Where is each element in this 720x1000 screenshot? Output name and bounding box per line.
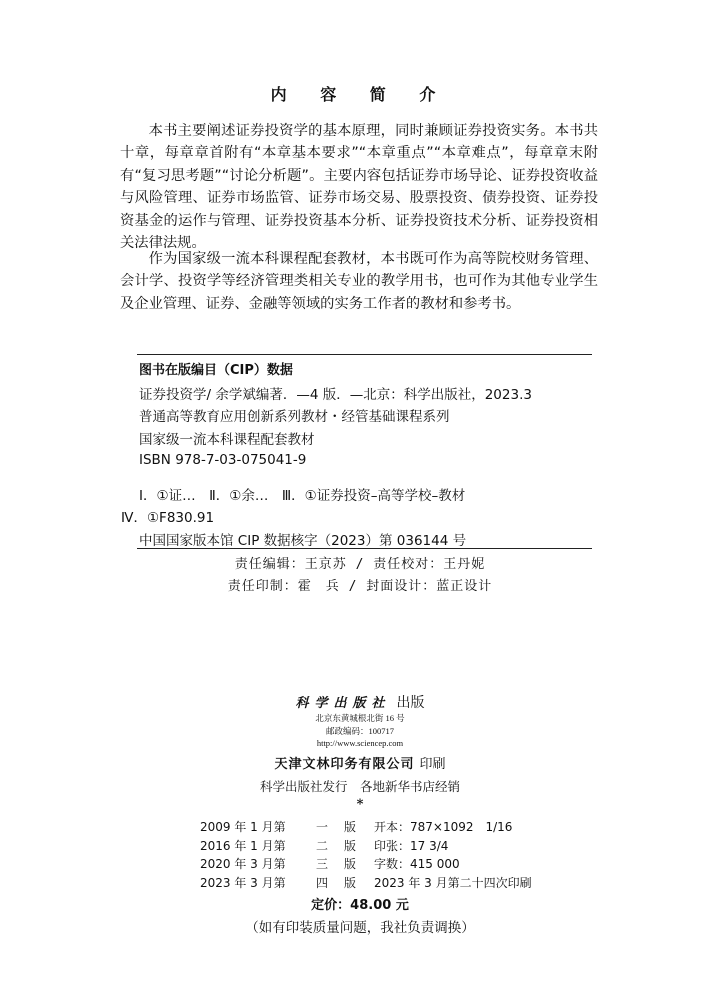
publisher-name: 科学出版社 <box>295 696 391 711</box>
edition-row <box>200 874 532 891</box>
editors-line-1: 责任编辑：王京苏 / 责任校对：王丹妮 <box>234 557 486 572</box>
publisher-address: 北京东黄城根北街 16 号 <box>315 713 405 723</box>
edition-row <box>200 837 448 854</box>
cip-title-line: 证券投资学/ 余学斌编著．—4 版．—北京：科学出版社，2023.3 <box>139 387 532 403</box>
editors-line-2: 责任印制：霍 兵 / 封面设计：蓝正设计 <box>227 579 493 594</box>
cip-record-number: 中国国家版本馆 CIP 数据核字（2023）第 036144 号 <box>139 533 467 549</box>
page-title: 内 容 简 介 <box>270 85 450 104</box>
price: 定价：48.00 元 <box>311 898 409 913</box>
publisher-line <box>0 692 720 712</box>
edition-number: 四 <box>315 876 328 890</box>
printer-line <box>0 753 720 772</box>
edition-row <box>200 855 460 872</box>
edition-number: 三 <box>315 857 328 871</box>
quality-notice: （如有印装质量问题，我社负责调换） <box>245 920 475 936</box>
cip-isbn: ISBN 978-7-03-075041-9 <box>139 452 307 468</box>
cip-top-rule <box>137 354 592 355</box>
edition-ban: 版 <box>344 876 357 890</box>
intro-paragraph-2: 作为国家级一流本科课程配套教材，本书既可作为高等院校财务管理、会计学、投资学等经济管理类相关专业的教学用书，也可作为其他专业学生及企业管理、证券、金融等领域的实务工作者的教材和参考书。 <box>120 251 598 312</box>
cip-heading: 图书在版编目（CIP）数据 <box>139 363 293 378</box>
edition-ban: 版 <box>344 857 357 871</box>
edition-ban: 版 <box>344 820 357 834</box>
edition-info: 开本：787×1092 1/16 <box>374 820 513 834</box>
cip-classification-2: Ⅳ．①F830.91 <box>121 510 215 526</box>
printer-name: 天津文林印务有限公司 <box>274 757 415 772</box>
cip-series-line: 普通高等教育应用创新系列教材・经管基础课程系列 <box>139 409 450 425</box>
edition-info: 2023 年 3 月第二十四次印刷 <box>374 876 532 890</box>
cip-bottom-rule <box>137 548 592 549</box>
distribution-line: 科学出版社发行 各地新华书店经销 <box>259 779 460 794</box>
publisher-suffix: 出版 <box>396 695 425 711</box>
edition-number: 二 <box>315 839 328 853</box>
edition-number: 一 <box>315 820 328 834</box>
edition-row <box>200 818 512 835</box>
separator-star: * <box>356 797 364 812</box>
edition-ban: 版 <box>344 839 357 853</box>
cip-course-line: 国家级一流本科课程配套教材 <box>139 432 315 448</box>
edition-date: 2023 年 3 月第 <box>200 876 286 890</box>
edition-date: 2016 年 1 月第 <box>200 839 286 853</box>
edition-info: 印张：17 3/4 <box>374 839 449 853</box>
cip-classification-1: Ⅰ．①证… Ⅱ．①余… Ⅲ．①证券投资–高等学校–教材 <box>139 488 466 504</box>
publisher-url: http://www.sciencep.com <box>316 738 404 748</box>
edition-date: 2009 年 1 月第 <box>200 820 286 834</box>
edition-info: 字数：415 000 <box>374 857 460 871</box>
publisher-postcode: 邮政编码：100717 <box>325 726 394 736</box>
printer-suffix: 印刷 <box>419 757 446 772</box>
intro-paragraph-1: 本书主要阐述证券投资学的基本原理，同时兼顾证券投资实务。本书共十章，每章章首附有“本章基本要求”“本章重点”“本章难点”，每章章末附有“复习思考题”“讨论分析题”。主要内容包括证券市场导论、证券投资收益与风险管理、证券市场监管、证券市场交易、股票投资、债券投资、证券投资基金的运作与管理、证券投资基本分析、证券投资技术分析、证券投资相关法律法规。 <box>120 123 598 252</box>
edition-date: 2020 年 3 月第 <box>200 857 286 871</box>
